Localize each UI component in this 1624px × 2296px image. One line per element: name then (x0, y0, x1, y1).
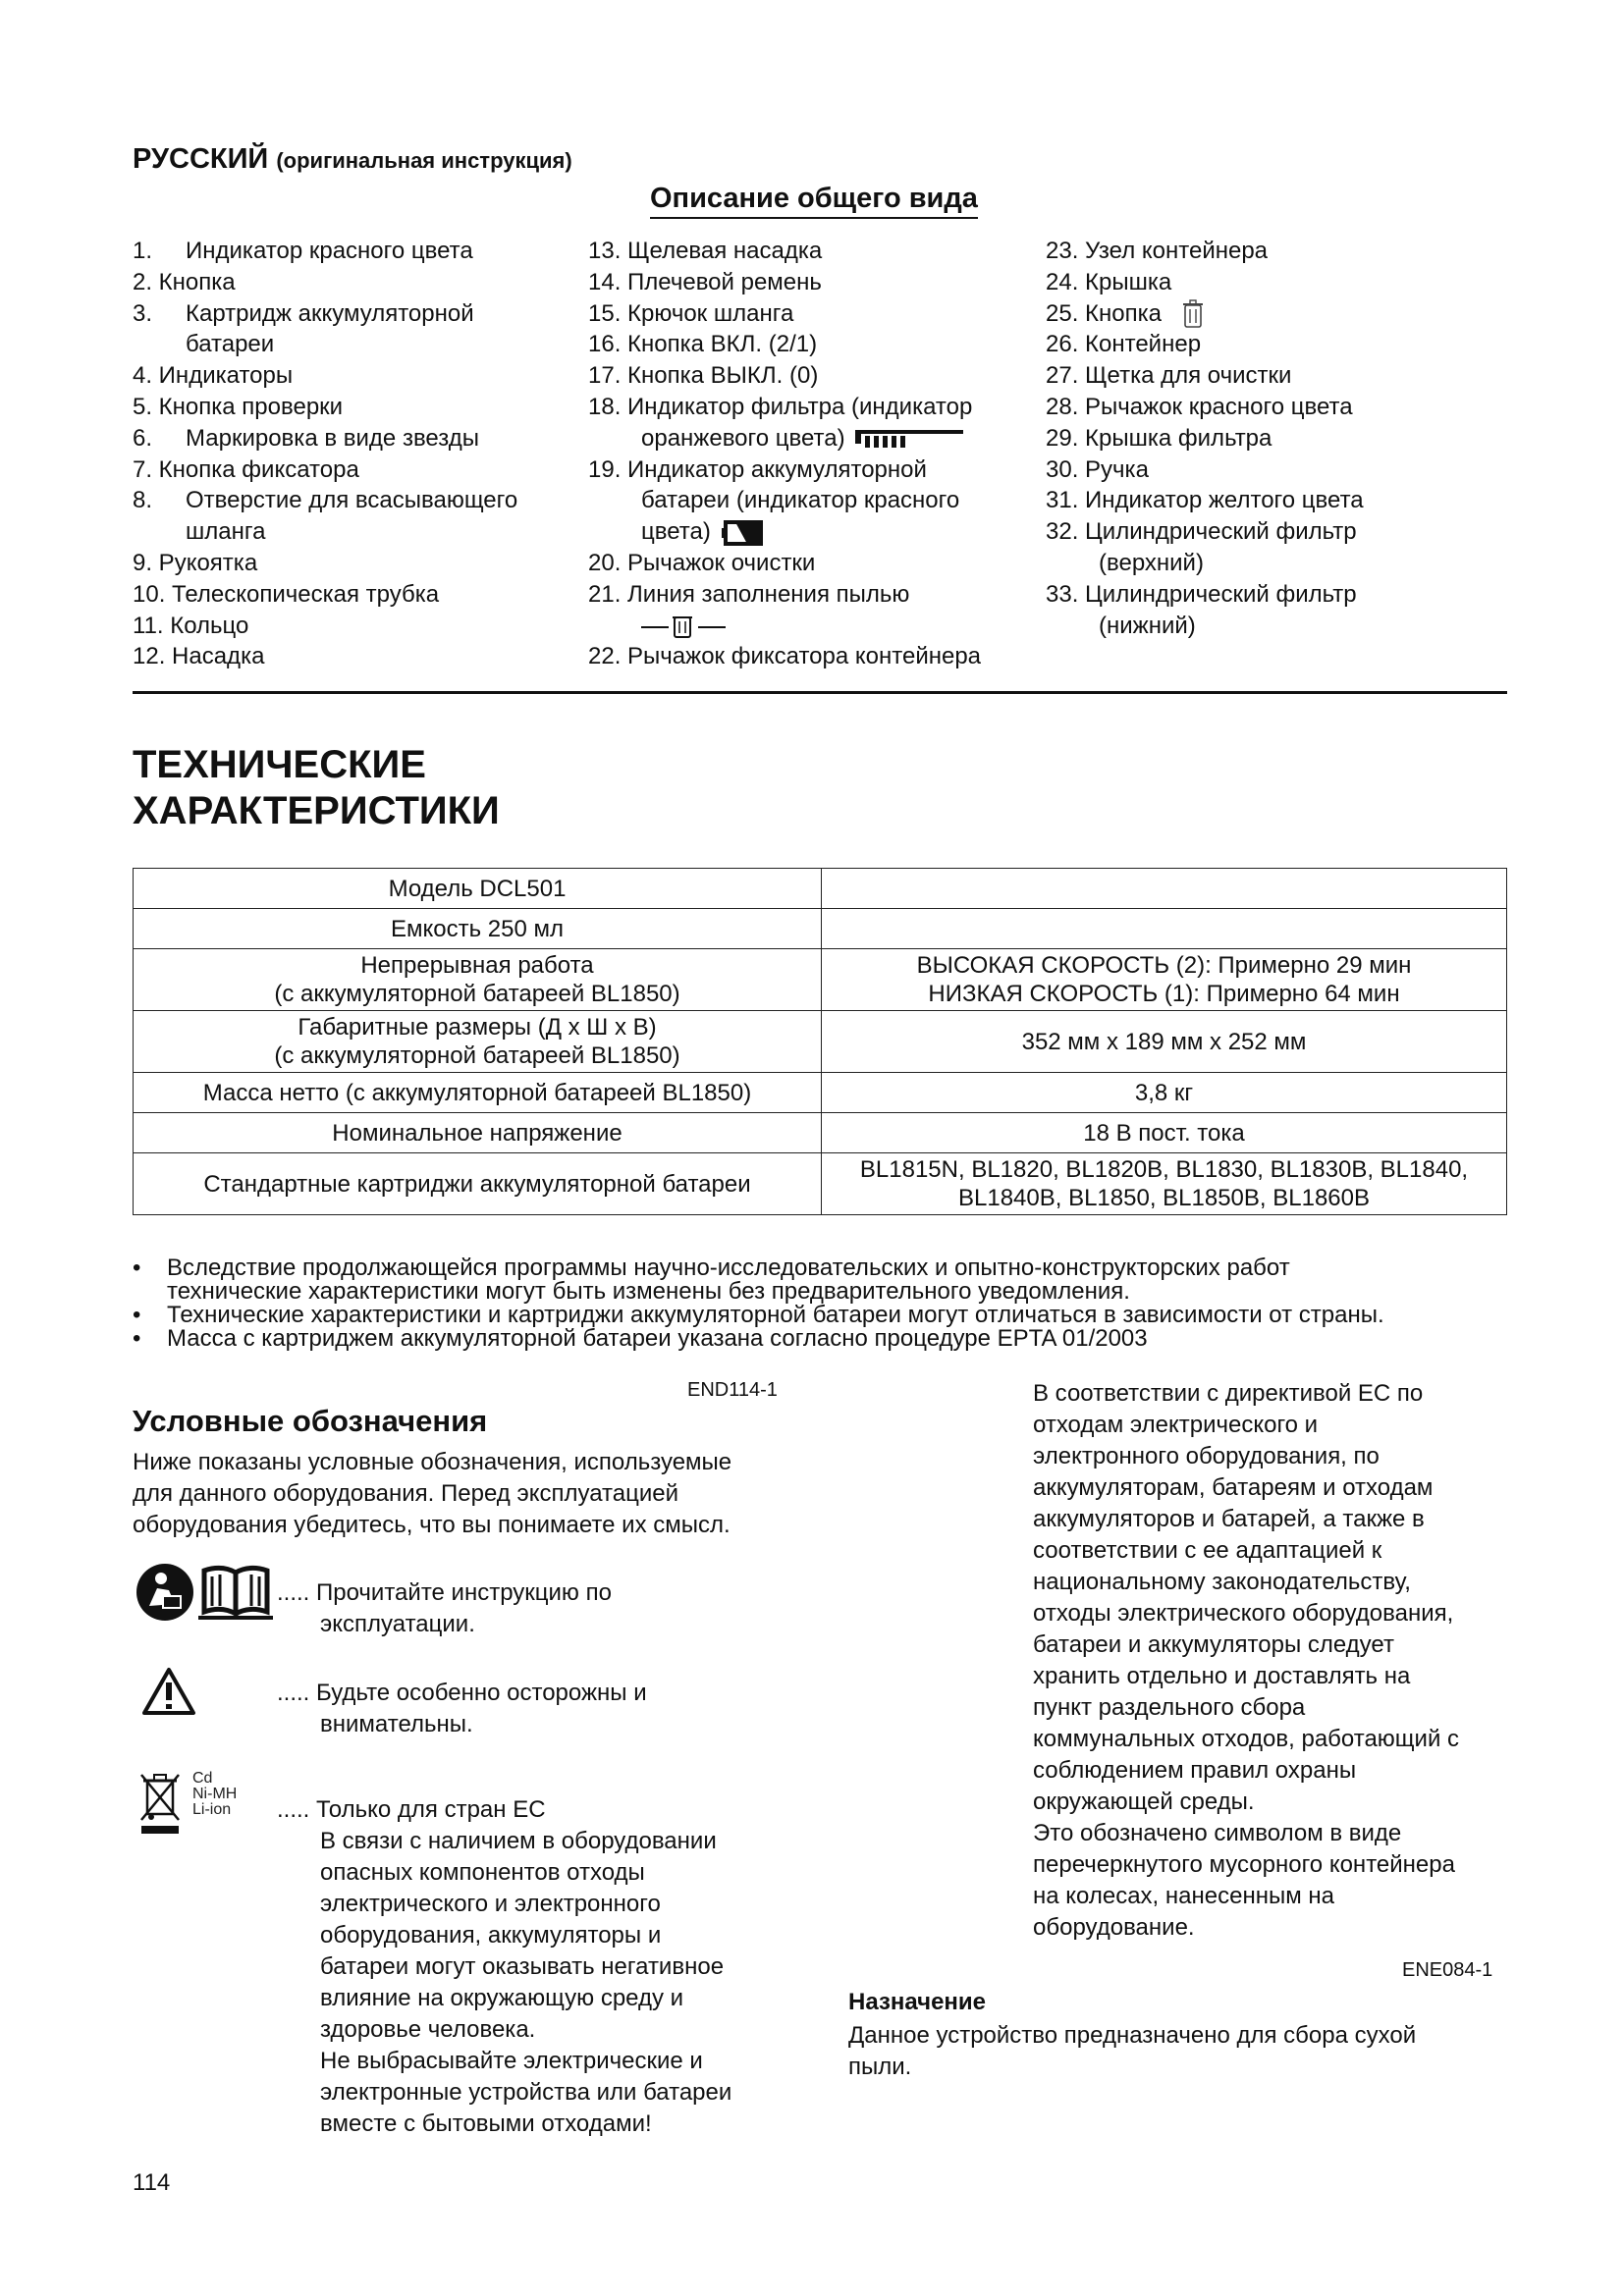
list-item: шланга (186, 518, 266, 546)
eu-text: ..... Только для стран ЕС В связи с наличием в оборудовании опасных компонентов отходы электрического и электронного оборудования, аккумуляторы и батареи могут оказывать негативное влияние на окружающую среду и здоровье человека. Не выбрасывайте электрические и электронные устройства или батареи вместе с бытовыми отходами! (277, 1796, 732, 2137)
list-item: 19. Индикатор аккумуляторной (588, 455, 927, 483)
list-item: 15. Крючок шланга (588, 299, 794, 327)
table-row (134, 909, 1507, 949)
list-item: 20. Рычажок очистки (588, 549, 816, 576)
overview-title: Описание общего вида (650, 183, 978, 219)
crossed-bin-icon (137, 1771, 183, 1836)
symbols-intro: Ниже показаны условные обозначения, используемые для данного оборудования. Перед эксплуатацией оборудования убедитесь, что вы понимаете их смысл. (133, 1449, 732, 1538)
list-item: цвета) (588, 516, 1030, 548)
table-row (134, 1073, 1507, 1113)
list-item: 11. Кольцо (133, 612, 249, 639)
table-cell: Номинальное напряжение (134, 1113, 822, 1153)
list-item: 17. Кнопка ВЫКЛ. (0) (588, 362, 819, 390)
list-item: оранжевого цвета) (588, 423, 1030, 454)
list-item: 9. Рукоятка (133, 549, 258, 576)
list-item: 21. Линия заполнения пылью (588, 580, 910, 608)
list-item: 3. Картридж аккумуляторной (133, 299, 474, 327)
list-item: 2. Кнопка (133, 268, 236, 295)
spec-notes (133, 1256, 1527, 1351)
list-item: 33. Цилиндрический фильтр (1046, 580, 1357, 608)
list-item: батареи (186, 331, 275, 358)
table-cell: Непрерывная работа (с аккумуляторной батареей BL1850) (134, 949, 822, 1011)
list-item: 7. Кнопка фиксатора (133, 455, 359, 483)
table-cell: 18 В пост. тока (822, 1113, 1507, 1153)
weee-directive-text: В соответствии с директивой ЕС по отходам электрического и электронного оборудования, по аккумуляторам, батареям и отходам аккумуляторов и батарей, а также в соответствии с ее адаптацией к национальному законодательству, отходы электрического оборудования, батареи и аккумуляторы следует хранить отдельно и доставлять на пункт раздельного сбора коммунальных отходов, работающий с соблюдением правил охраны окружающей среды. Это обозначено символом в виде перечеркнутого мусорного контейнера на колесах, нанесенным на оборудование. (1033, 1380, 1460, 1941)
list-item: 25. Кнопка (1046, 298, 1507, 330)
table-cell (822, 909, 1507, 949)
table-cell (822, 869, 1507, 909)
table-row (134, 1113, 1507, 1153)
trash-bin-icon (1182, 299, 1204, 329)
table-row (134, 1153, 1507, 1215)
list-item: • Масса с картриджем аккумуляторной батареи указана согласно процедуре EPTA 01/2003 (133, 1327, 1527, 1351)
list-item: 16. Кнопка ВКЛ. (2/1) (588, 331, 818, 358)
section-code: ENE084-1 (1402, 1959, 1493, 1981)
language-note: (оригинальная инструкция) (276, 148, 572, 173)
list-item: 30. Ручка (1046, 455, 1149, 483)
table-cell: Стандартные картриджи аккумуляторной батареи (134, 1153, 822, 1215)
section-code: END114-1 (687, 1379, 778, 1401)
list-item: 6. Маркировка в виде звезды (133, 424, 479, 452)
overview-column-1 (133, 236, 565, 672)
list-item: 13. Щелевая насадка (588, 238, 823, 264)
table-row (134, 869, 1507, 909)
list-item: 24. Крышка (1046, 268, 1172, 295)
purpose-title: Назначение (848, 1989, 987, 2015)
list-item: • Вследствие продолжающейся программы научно-исследовательских и опытно-конструкторских работ технические характеристики могут быть изменены без предварительного уведомления. (133, 1256, 1527, 1304)
caution-text: ..... Будьте особенно осторожны и внимательны. (277, 1680, 647, 1737)
list-item: • Технические характеристики и картриджи аккумуляторной батареи могут отличаться в зависимости от страны. (133, 1304, 1527, 1327)
table-cell: Габаритные размеры (Д х Ш х В) (с аккумуляторной батареей BL1850) (134, 1011, 822, 1073)
table-row (134, 949, 1507, 1011)
symbols-title: Условные обозначения (133, 1404, 488, 1438)
list-item: 14. Плечевой ремень (588, 268, 822, 295)
list-item: 23. Узел контейнера (1046, 238, 1269, 264)
list-item: 1. Индикатор красного цвета (133, 238, 473, 264)
section-divider (133, 691, 1507, 694)
list-item: 27. Щетка для очистки (1046, 362, 1292, 390)
list-item: батареи (индикатор красного (641, 487, 960, 514)
table-row (134, 1011, 1507, 1073)
list-item: 12. Насадка (133, 643, 265, 670)
language-name: РУССКИЙ (133, 143, 269, 175)
read-manual-icon (135, 1561, 273, 1624)
list-item: 8. Отверстие для всасывающего (133, 487, 518, 514)
page-number: 114 (133, 2169, 171, 2196)
list-item: (нижний) (1099, 612, 1196, 639)
table-cell: Масса нетто (с аккумуляторной батареей BL1850) (134, 1073, 822, 1113)
filter-indicator-icon (855, 428, 963, 450)
battery-indicator-icon (722, 520, 763, 546)
warning-icon (141, 1667, 196, 1716)
overview-column-3 (1046, 236, 1507, 641)
list-item: 28. Рычажок красного цвета (1046, 393, 1353, 420)
list-item: 31. Индикатор желтого цвета (1046, 487, 1364, 514)
table-cell: ВЫСОКАЯ СКОРОСТЬ (2): Примерно 29 мин НИЗКАЯ СКОРОСТЬ (1): Примерно 64 мин (822, 949, 1507, 1011)
list-item: 4. Индикаторы (133, 362, 294, 390)
dust-fill-line-icon (641, 612, 730, 641)
language-heading (133, 143, 572, 176)
overview-column-2 (588, 236, 1030, 672)
list-item: 29. Крышка фильтра (1046, 424, 1272, 452)
table-cell: BL1815N, BL1820, BL1820B, BL1830, BL1830B, BL1840, BL1840B, BL1850, BL1850B, BL1860B (822, 1153, 1507, 1215)
list-item: 5. Кнопка проверки (133, 393, 344, 420)
table-cell: Модель DCL501 (134, 869, 822, 909)
table-cell: 352 мм x 189 мм x 252 мм (822, 1011, 1507, 1073)
list-item: 32. Цилиндрический фильтр (1046, 518, 1357, 546)
purpose-text: Данное устройство предназначено для сбора сухой пыли. (848, 2022, 1417, 2080)
list-item: 10. Телескопическая трубка (133, 580, 440, 608)
list-item (588, 611, 1030, 642)
list-item: 18. Индикатор фильтра (индикатор (588, 393, 973, 420)
list-item: (верхний) (1099, 549, 1204, 576)
table-cell: Емкость 250 мл (134, 909, 822, 949)
table-cell: 3,8 кг (822, 1073, 1507, 1113)
spec-table (133, 868, 1507, 1215)
list-item: 26. Контейнер (1046, 331, 1202, 358)
battery-chemistry-label: Cd Ni-MH Li-ion (192, 1770, 238, 1818)
list-item: 22. Рычажок фиксатора контейнера (588, 643, 982, 670)
tech-specs-title: ТЕХНИЧЕСКИЕ ХАРАКТЕРИСТИКИ (133, 743, 500, 832)
read-manual-text: ..... Прочитайте инструкцию по эксплуатации. (277, 1579, 612, 1637)
